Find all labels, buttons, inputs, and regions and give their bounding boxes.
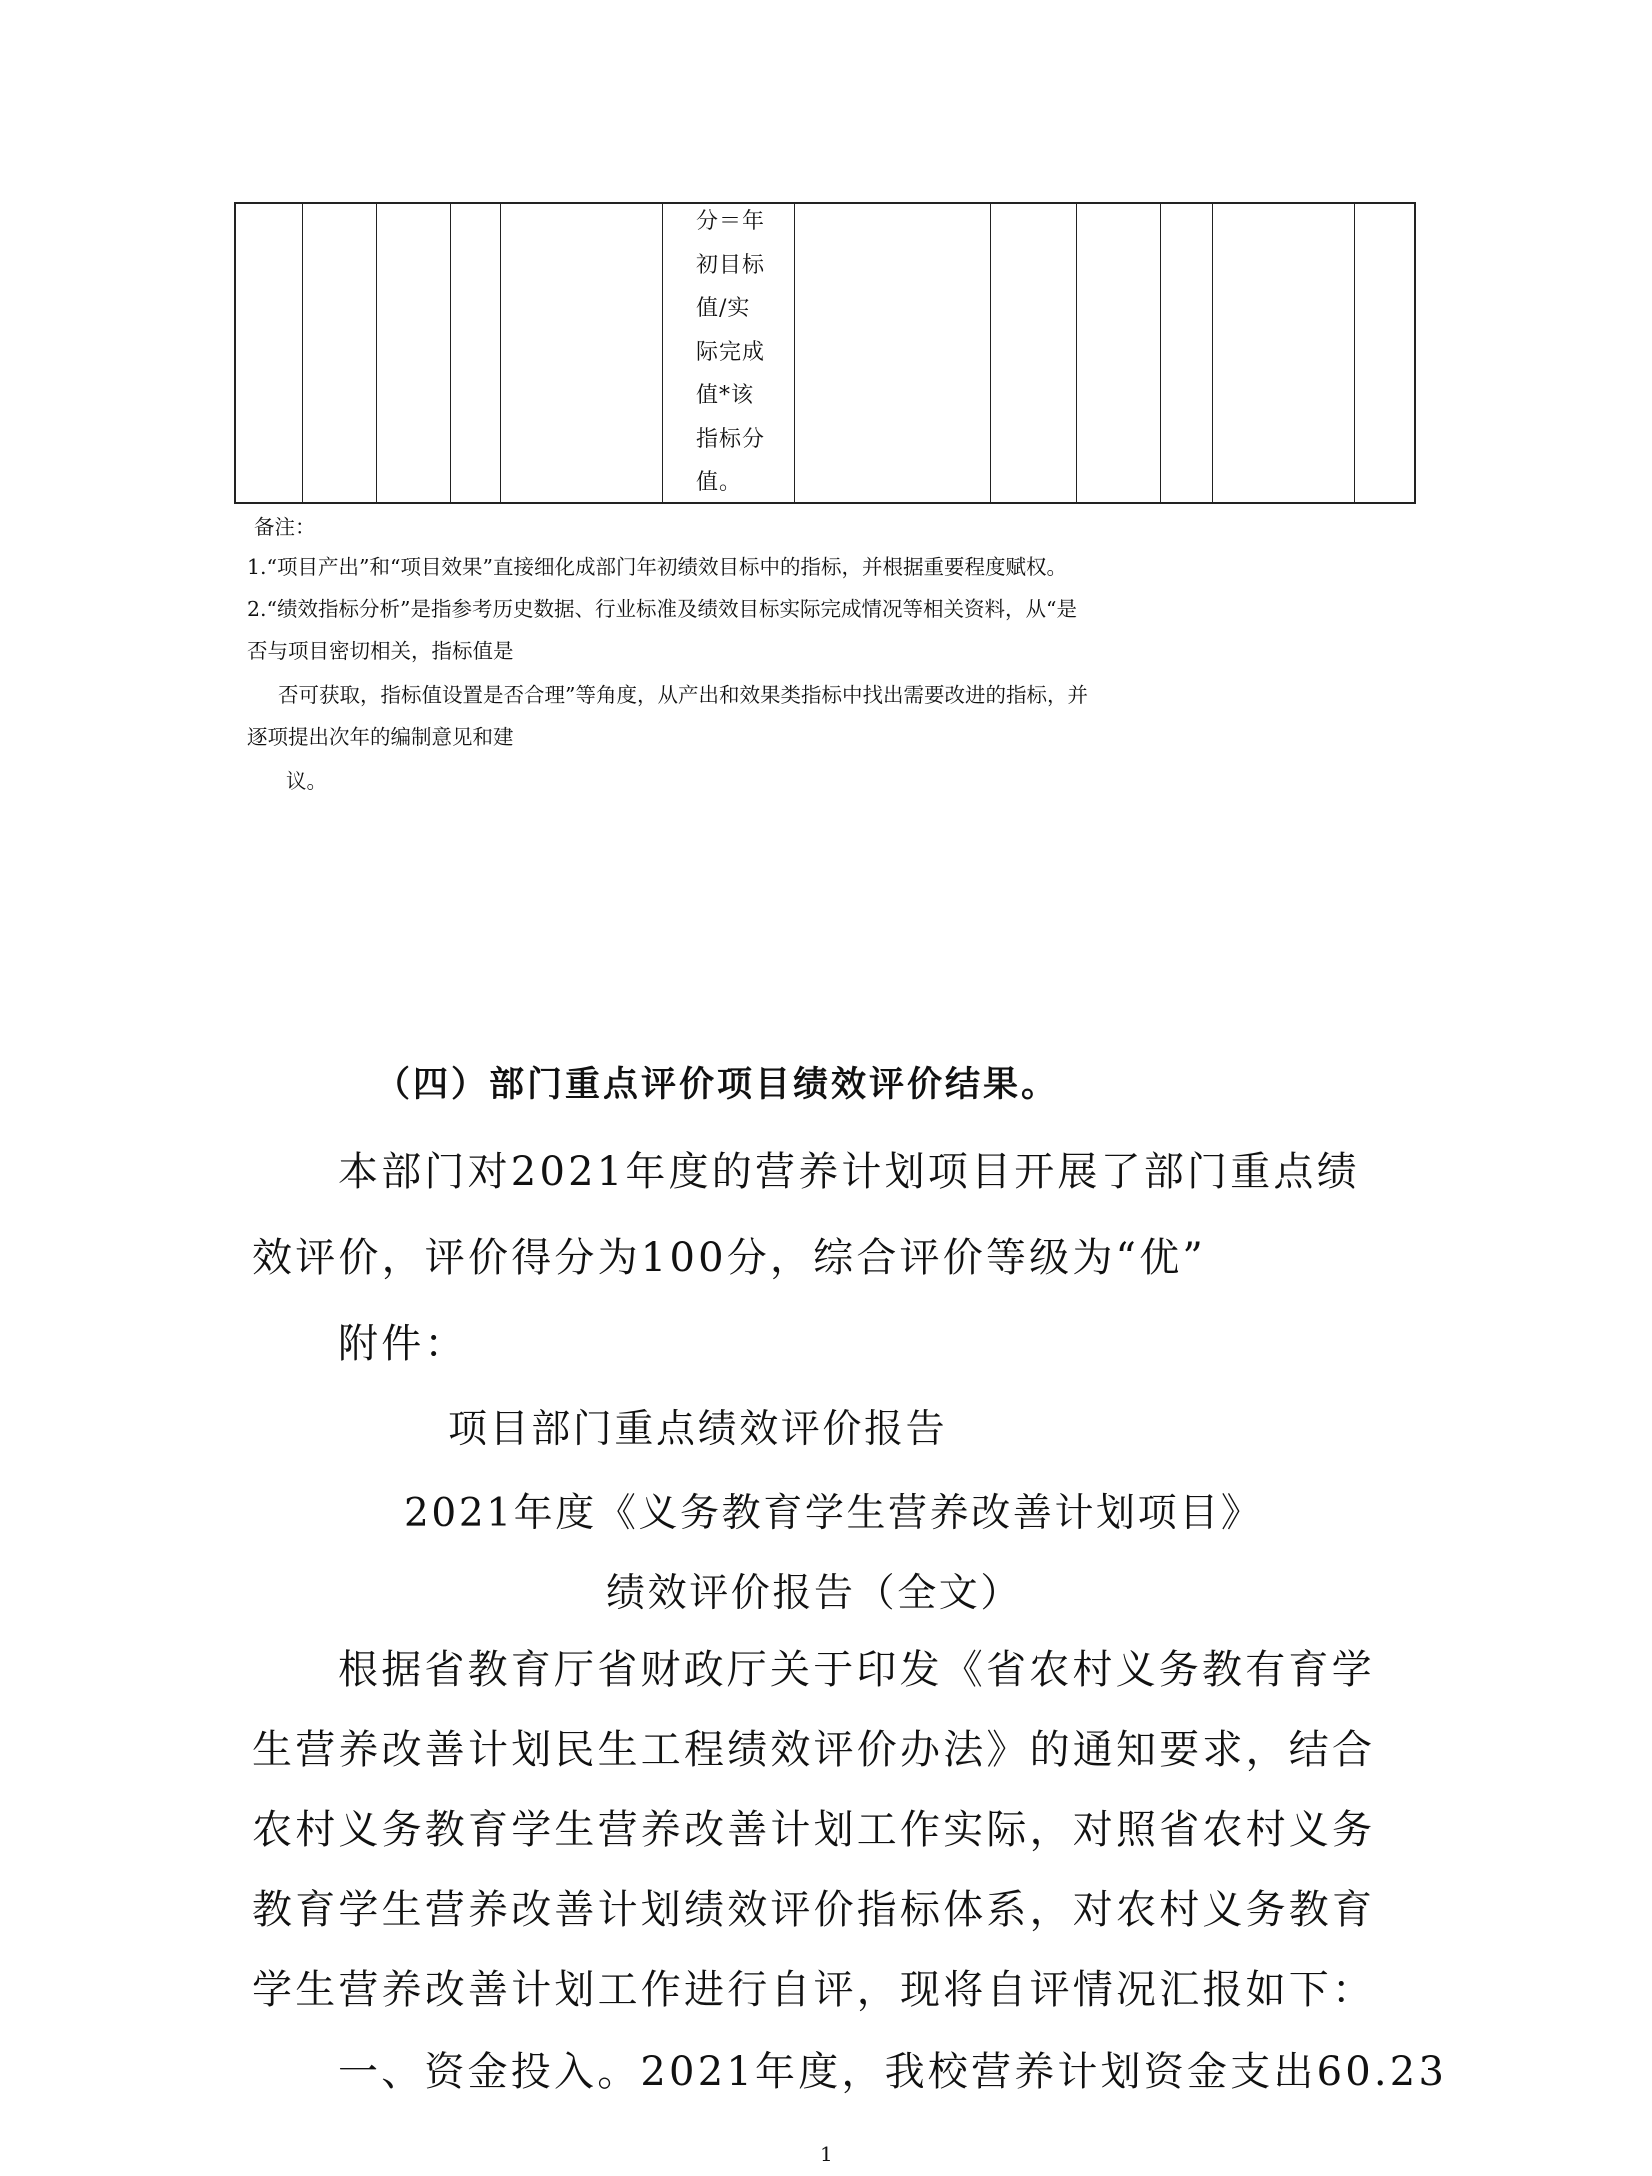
table-column-divider	[794, 204, 795, 502]
cell-line: 初目标	[696, 252, 766, 278]
paragraph-line: 根据省教育厅省财政厅关于印发《省农村义务教有育学	[338, 1647, 1375, 1693]
note-item-2-line-2: 否与项目密切相关，指标值是	[247, 639, 514, 663]
section-heading: （四）部门重点评价项目绩效评价结果。	[375, 1064, 1060, 1105]
report-title-line-2: 绩效评价报告（全文）	[606, 1571, 1023, 1616]
page-number: 1	[820, 2142, 833, 2166]
paragraph-line: 农村义务教育学生营养改善计划工作实际，对照省农村义务	[252, 1807, 1376, 1853]
note-item-1: 1.“项目产出”和“项目效果”直接细化成部门年初绩效目标中的指标，并根据重要程度赋权。	[247, 555, 1067, 579]
notes-label: 备注：	[254, 515, 316, 539]
table-column-divider	[302, 204, 303, 502]
paragraph-line: 学生营养改善计划工作进行自评，现将自评情况汇报如下：	[252, 1967, 1376, 2013]
paragraph-line: 一、资金投入。2021年度，我校营养计划资金支出60.23	[338, 2049, 1448, 2095]
table-column-divider	[1354, 204, 1355, 502]
note-item-2-line-5: 议。	[286, 769, 327, 793]
paragraph-line: 生营养改善计划民生工程绩效评价办法》的通知要求，结合	[252, 1727, 1376, 1773]
table-column-divider	[450, 204, 451, 502]
cell-line: 值*该	[696, 383, 755, 408]
evaluation-table-fragment	[234, 202, 1416, 504]
table-cell-scoring-rule	[696, 200, 782, 505]
report-subtitle: 项目部门重点绩效评价报告	[448, 1407, 948, 1452]
cell-line: 际完成	[696, 339, 766, 365]
paragraph-line: 教育学生营养改善计划绩效评价指标体系，对农村义务教育	[252, 1887, 1376, 1933]
note-item-2-line-1: 2.“绩效指标分析”是指参考历史数据、行业标准及绩效目标实际完成情况等相关资料，从“是	[247, 597, 1077, 621]
note-item-2-line-3: 否可获取，指标值设置是否合理”等角度，从产出和效果类指标中找出需要改进的指标，并	[278, 683, 1088, 707]
table-column-divider	[1076, 204, 1077, 502]
cell-line: 分＝年	[696, 209, 766, 234]
table-column-divider	[990, 204, 991, 502]
table-column-divider	[1212, 204, 1213, 502]
cell-line: 指标分	[696, 426, 766, 452]
note-item-2-line-4: 逐项提出次年的编制意见和建	[247, 725, 514, 749]
table-column-divider	[376, 204, 377, 502]
table-column-divider	[662, 204, 663, 502]
cell-line: 值。	[696, 470, 743, 495]
paragraph-line: 效评价，评价得分为100分，综合评价等级为“优”	[252, 1235, 1207, 1281]
table-column-divider	[1160, 204, 1161, 502]
report-title-line-1: 2021年度《义务教育学生营养改善计划项目》	[404, 1491, 1263, 1536]
attachment-label: 附件：	[338, 1321, 468, 1367]
cell-line: 值/实	[696, 296, 751, 321]
table-column-divider	[500, 204, 501, 502]
paragraph-line: 本部门对2021年度的营养计划项目开展了部门重点绩	[338, 1149, 1360, 1195]
